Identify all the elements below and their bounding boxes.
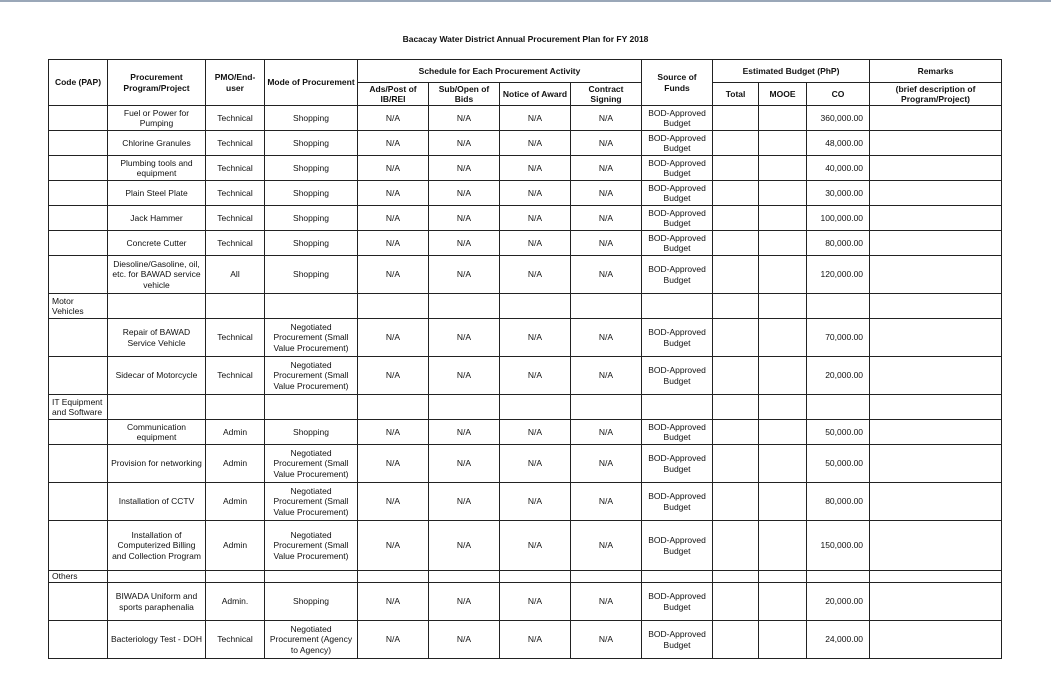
cell-code: Others xyxy=(49,571,108,583)
cell-total xyxy=(713,294,759,319)
cell-notice: N/A xyxy=(500,319,571,357)
cell-contract: N/A xyxy=(571,181,642,206)
cell-program: Installation of Computerized Billing and Collection Program xyxy=(108,521,206,571)
cell-mooe xyxy=(759,395,807,420)
cell-contract: N/A xyxy=(571,256,642,294)
header-code: Code (PAP) xyxy=(49,60,108,106)
cell-source: BOD-Approved Budget xyxy=(642,357,713,395)
cell-sub: N/A xyxy=(429,521,500,571)
cell-remarks xyxy=(870,571,1002,583)
cell-remarks xyxy=(870,583,1002,621)
table-row xyxy=(49,156,1002,181)
cell-co: 40,000.00 xyxy=(807,156,870,181)
cell-sub: N/A xyxy=(429,319,500,357)
cell-pmo: Admin. xyxy=(206,583,265,621)
cell-total xyxy=(713,319,759,357)
cell-code xyxy=(49,357,108,395)
cell-total xyxy=(713,206,759,231)
cell-ads: N/A xyxy=(358,181,429,206)
cell-mode: Shopping xyxy=(265,256,358,294)
cell-mode xyxy=(265,294,358,319)
header-mooe: MOOE xyxy=(759,83,807,106)
cell-code xyxy=(49,206,108,231)
cell-ads: N/A xyxy=(358,357,429,395)
cell-contract: N/A xyxy=(571,156,642,181)
cell-source: BOD-Approved Budget xyxy=(642,319,713,357)
page-top-border xyxy=(0,0,1051,2)
cell-code xyxy=(49,131,108,156)
cell-pmo: Admin xyxy=(206,521,265,571)
cell-total xyxy=(713,621,759,659)
cell-sub: N/A xyxy=(429,231,500,256)
cell-sub: N/A xyxy=(429,583,500,621)
cell-code xyxy=(49,156,108,181)
table-row xyxy=(49,106,1002,131)
table-row xyxy=(49,521,1002,571)
cell-mooe xyxy=(759,420,807,445)
cell-remarks xyxy=(870,395,1002,420)
cell-total xyxy=(713,521,759,571)
cell-source xyxy=(642,571,713,583)
cell-program: BIWADA Uniform and sports paraphenalia xyxy=(108,583,206,621)
cell-remarks xyxy=(870,106,1002,131)
cell-code xyxy=(49,181,108,206)
cell-code xyxy=(49,420,108,445)
cell-code xyxy=(49,583,108,621)
cell-sub: N/A xyxy=(429,181,500,206)
cell-ads xyxy=(358,395,429,420)
cell-total xyxy=(713,256,759,294)
cell-code xyxy=(49,319,108,357)
cell-remarks xyxy=(870,319,1002,357)
cell-program xyxy=(108,395,206,420)
cell-pmo: Technical xyxy=(206,131,265,156)
cell-co: 70,000.00 xyxy=(807,319,870,357)
cell-total xyxy=(713,181,759,206)
cell-total xyxy=(713,156,759,181)
cell-notice: N/A xyxy=(500,420,571,445)
cell-program: Chlorine Granules xyxy=(108,131,206,156)
cell-source: BOD-Approved Budget xyxy=(642,231,713,256)
cell-ads: N/A xyxy=(358,483,429,521)
cell-total xyxy=(713,571,759,583)
cell-co: 20,000.00 xyxy=(807,583,870,621)
cell-total xyxy=(713,420,759,445)
cell-mode: Shopping xyxy=(265,131,358,156)
cell-program: Concrete Cutter xyxy=(108,231,206,256)
cell-program: Jack Hammer xyxy=(108,206,206,231)
cell-pmo: Technical xyxy=(206,181,265,206)
cell-co: 50,000.00 xyxy=(807,445,870,483)
cell-source: BOD-Approved Budget xyxy=(642,156,713,181)
cell-pmo xyxy=(206,571,265,583)
header-mode: Mode of Procurement xyxy=(265,60,358,106)
cell-notice: N/A xyxy=(500,583,571,621)
cell-contract: N/A xyxy=(571,621,642,659)
cell-ads: N/A xyxy=(358,231,429,256)
cell-program: Fuel or Power for Pumping xyxy=(108,106,206,131)
cell-co xyxy=(807,294,870,319)
cell-source xyxy=(642,294,713,319)
cell-notice: N/A xyxy=(500,231,571,256)
cell-code xyxy=(49,256,108,294)
cell-remarks xyxy=(870,445,1002,483)
table-row xyxy=(49,395,1002,420)
header-program: Procurement Program/Project xyxy=(108,60,206,106)
cell-mode: Shopping xyxy=(265,181,358,206)
header-source: Source of Funds xyxy=(642,60,713,106)
cell-contract: N/A xyxy=(571,206,642,231)
cell-co: 30,000.00 xyxy=(807,181,870,206)
cell-pmo: Admin xyxy=(206,483,265,521)
cell-mooe xyxy=(759,521,807,571)
cell-co: 50,000.00 xyxy=(807,420,870,445)
cell-ads: N/A xyxy=(358,256,429,294)
cell-program: Sidecar of Motorcycle xyxy=(108,357,206,395)
cell-source: BOD-Approved Budget xyxy=(642,583,713,621)
cell-total xyxy=(713,483,759,521)
cell-mode: Shopping xyxy=(265,231,358,256)
procurement-plan-table xyxy=(48,59,1002,659)
cell-remarks xyxy=(870,521,1002,571)
cell-sub xyxy=(429,571,500,583)
cell-mooe xyxy=(759,319,807,357)
cell-sub xyxy=(429,395,500,420)
cell-remarks xyxy=(870,294,1002,319)
cell-total xyxy=(713,357,759,395)
cell-ads: N/A xyxy=(358,131,429,156)
cell-ads: N/A xyxy=(358,156,429,181)
cell-sub: N/A xyxy=(429,156,500,181)
cell-co xyxy=(807,395,870,420)
cell-mooe xyxy=(759,256,807,294)
header-pmo: PMO/End-user xyxy=(206,60,265,106)
cell-mode: Shopping xyxy=(265,106,358,131)
document-title: Bacacay Water District Annual Procurement Plan for FY 2018 xyxy=(402,34,649,44)
cell-mode xyxy=(265,571,358,583)
cell-remarks xyxy=(870,621,1002,659)
cell-mooe xyxy=(759,231,807,256)
cell-program: Plain Steel Plate xyxy=(108,181,206,206)
cell-co: 120,000.00 xyxy=(807,256,870,294)
cell-mode: Negotiated Procurement (Agency to Agency) xyxy=(265,621,358,659)
table-row xyxy=(49,445,1002,483)
cell-notice xyxy=(500,395,571,420)
cell-ads: N/A xyxy=(358,106,429,131)
cell-total xyxy=(713,231,759,256)
cell-remarks xyxy=(870,131,1002,156)
cell-notice: N/A xyxy=(500,483,571,521)
cell-mode: Shopping xyxy=(265,583,358,621)
cell-code xyxy=(49,231,108,256)
cell-source: BOD-Approved Budget xyxy=(642,106,713,131)
cell-mode: Shopping xyxy=(265,206,358,231)
cell-contract: N/A xyxy=(571,131,642,156)
cell-sub: N/A xyxy=(429,483,500,521)
cell-sub: N/A xyxy=(429,357,500,395)
cell-mode: Negotiated Procurement (Small Value Procurement) xyxy=(265,521,358,571)
cell-co: 150,000.00 xyxy=(807,521,870,571)
cell-co: 48,000.00 xyxy=(807,131,870,156)
cell-sub: N/A xyxy=(429,256,500,294)
header-remarks-sub: (brief description of Program/Project) xyxy=(870,83,1002,106)
cell-remarks xyxy=(870,231,1002,256)
cell-ads: N/A xyxy=(358,319,429,357)
cell-mooe xyxy=(759,621,807,659)
table-row xyxy=(49,357,1002,395)
cell-ads xyxy=(358,571,429,583)
cell-sub: N/A xyxy=(429,621,500,659)
cell-pmo: Admin xyxy=(206,420,265,445)
table-row xyxy=(49,131,1002,156)
header-schedule: Schedule for Each Procurement Activity xyxy=(358,60,642,83)
header-remarks: Remarks xyxy=(870,60,1002,83)
cell-ads: N/A xyxy=(358,206,429,231)
cell-source: BOD-Approved Budget xyxy=(642,521,713,571)
cell-mode: Shopping xyxy=(265,156,358,181)
cell-contract: N/A xyxy=(571,357,642,395)
cell-program: Provision for networking xyxy=(108,445,206,483)
cell-remarks xyxy=(870,357,1002,395)
cell-mooe xyxy=(759,206,807,231)
cell-co: 24,000.00 xyxy=(807,621,870,659)
cell-remarks xyxy=(870,420,1002,445)
cell-total xyxy=(713,583,759,621)
cell-mooe xyxy=(759,106,807,131)
cell-mooe xyxy=(759,571,807,583)
table-row xyxy=(49,256,1002,294)
table-row xyxy=(49,483,1002,521)
cell-contract: N/A xyxy=(571,106,642,131)
cell-remarks xyxy=(870,181,1002,206)
cell-total xyxy=(713,106,759,131)
cell-program: Plumbing tools and equipment xyxy=(108,156,206,181)
cell-pmo xyxy=(206,294,265,319)
cell-notice: N/A xyxy=(500,181,571,206)
cell-code xyxy=(49,106,108,131)
cell-code xyxy=(49,621,108,659)
cell-program xyxy=(108,294,206,319)
cell-code xyxy=(49,521,108,571)
cell-notice: N/A xyxy=(500,131,571,156)
cell-mooe xyxy=(759,181,807,206)
cell-contract: N/A xyxy=(571,521,642,571)
cell-co: 360,000.00 xyxy=(807,106,870,131)
cell-pmo: Admin xyxy=(206,445,265,483)
cell-pmo: All xyxy=(206,256,265,294)
cell-co: 20,000.00 xyxy=(807,357,870,395)
cell-mooe xyxy=(759,294,807,319)
table-row xyxy=(49,206,1002,231)
cell-notice: N/A xyxy=(500,357,571,395)
cell-notice: N/A xyxy=(500,521,571,571)
cell-source: BOD-Approved Budget xyxy=(642,483,713,521)
cell-sub: N/A xyxy=(429,131,500,156)
cell-ads: N/A xyxy=(358,420,429,445)
cell-co: 80,000.00 xyxy=(807,231,870,256)
cell-source: BOD-Approved Budget xyxy=(642,621,713,659)
cell-mode: Negotiated Procurement (Small Value Procurement) xyxy=(265,445,358,483)
cell-remarks xyxy=(870,256,1002,294)
cell-source: BOD-Approved Budget xyxy=(642,206,713,231)
table-row xyxy=(49,181,1002,206)
cell-sub xyxy=(429,294,500,319)
table-row xyxy=(49,571,1002,583)
cell-program: Bacteriology Test - DOH xyxy=(108,621,206,659)
table-row xyxy=(49,231,1002,256)
cell-sub: N/A xyxy=(429,420,500,445)
cell-source: BOD-Approved Budget xyxy=(642,256,713,294)
cell-mooe xyxy=(759,156,807,181)
cell-source: BOD-Approved Budget xyxy=(642,181,713,206)
header-co: CO xyxy=(807,83,870,106)
header-sub: Sub/Open of Bids xyxy=(429,83,500,106)
cell-program: Installation of CCTV xyxy=(108,483,206,521)
cell-contract xyxy=(571,294,642,319)
cell-contract xyxy=(571,395,642,420)
cell-notice: N/A xyxy=(500,206,571,231)
cell-notice: N/A xyxy=(500,256,571,294)
table-row xyxy=(49,319,1002,357)
cell-co: 80,000.00 xyxy=(807,483,870,521)
cell-source xyxy=(642,395,713,420)
header-budget: Estimated Budget (PhP) xyxy=(713,60,870,83)
cell-code: Motor Vehicles xyxy=(49,294,108,319)
cell-source: BOD-Approved Budget xyxy=(642,131,713,156)
cell-sub: N/A xyxy=(429,106,500,131)
cell-mooe xyxy=(759,357,807,395)
cell-total xyxy=(713,445,759,483)
header-ads: Ads/Post of IB/REI xyxy=(358,83,429,106)
cell-pmo xyxy=(206,395,265,420)
cell-remarks xyxy=(870,483,1002,521)
cell-program: Communication equipment xyxy=(108,420,206,445)
cell-program: Diesoline/Gasoline, oil, etc. for BAWAD service vehicle xyxy=(108,256,206,294)
cell-ads: N/A xyxy=(358,521,429,571)
cell-mooe xyxy=(759,131,807,156)
cell-mooe xyxy=(759,583,807,621)
cell-pmo: Technical xyxy=(206,319,265,357)
cell-remarks xyxy=(870,156,1002,181)
cell-pmo: Technical xyxy=(206,206,265,231)
cell-ads xyxy=(358,294,429,319)
cell-notice: N/A xyxy=(500,621,571,659)
cell-sub: N/A xyxy=(429,445,500,483)
table-row xyxy=(49,420,1002,445)
header-contract: Contract Signing xyxy=(571,83,642,106)
cell-pmo: Technical xyxy=(206,231,265,256)
cell-sub: N/A xyxy=(429,206,500,231)
cell-notice xyxy=(500,294,571,319)
cell-pmo: Technical xyxy=(206,156,265,181)
cell-mode: Shopping xyxy=(265,420,358,445)
cell-ads: N/A xyxy=(358,445,429,483)
table-row xyxy=(49,621,1002,659)
cell-mooe xyxy=(759,483,807,521)
cell-notice: N/A xyxy=(500,106,571,131)
cell-mode xyxy=(265,395,358,420)
cell-co: 100,000.00 xyxy=(807,206,870,231)
cell-pmo: Technical xyxy=(206,106,265,131)
cell-source: BOD-Approved Budget xyxy=(642,420,713,445)
cell-remarks xyxy=(870,206,1002,231)
cell-mode: Negotiated Procurement (Small Value Procurement) xyxy=(265,483,358,521)
cell-notice xyxy=(500,571,571,583)
header-total: Total xyxy=(713,83,759,106)
cell-program xyxy=(108,571,206,583)
header-notice: Notice of Award xyxy=(500,83,571,106)
cell-ads: N/A xyxy=(358,621,429,659)
table-row xyxy=(49,294,1002,319)
cell-mode: Negotiated Procurement (Small Value Procurement) xyxy=(265,319,358,357)
cell-contract: N/A xyxy=(571,319,642,357)
cell-contract: N/A xyxy=(571,445,642,483)
cell-co xyxy=(807,571,870,583)
cell-notice: N/A xyxy=(500,156,571,181)
table-row xyxy=(49,583,1002,621)
cell-code: IT Equipment and Software xyxy=(49,395,108,420)
cell-pmo: Technical xyxy=(206,357,265,395)
cell-total xyxy=(713,131,759,156)
cell-contract xyxy=(571,571,642,583)
cell-ads: N/A xyxy=(358,583,429,621)
cell-contract: N/A xyxy=(571,583,642,621)
cell-pmo: Technical xyxy=(206,621,265,659)
cell-contract: N/A xyxy=(571,420,642,445)
cell-total xyxy=(713,395,759,420)
cell-program: Repair of BAWAD Service Vehicle xyxy=(108,319,206,357)
cell-notice: N/A xyxy=(500,445,571,483)
cell-code xyxy=(49,445,108,483)
cell-contract: N/A xyxy=(571,483,642,521)
cell-source: BOD-Approved Budget xyxy=(642,445,713,483)
cell-mode: Negotiated Procurement (Small Value Procurement) xyxy=(265,357,358,395)
cell-code xyxy=(49,483,108,521)
cell-contract: N/A xyxy=(571,231,642,256)
cell-mooe xyxy=(759,445,807,483)
